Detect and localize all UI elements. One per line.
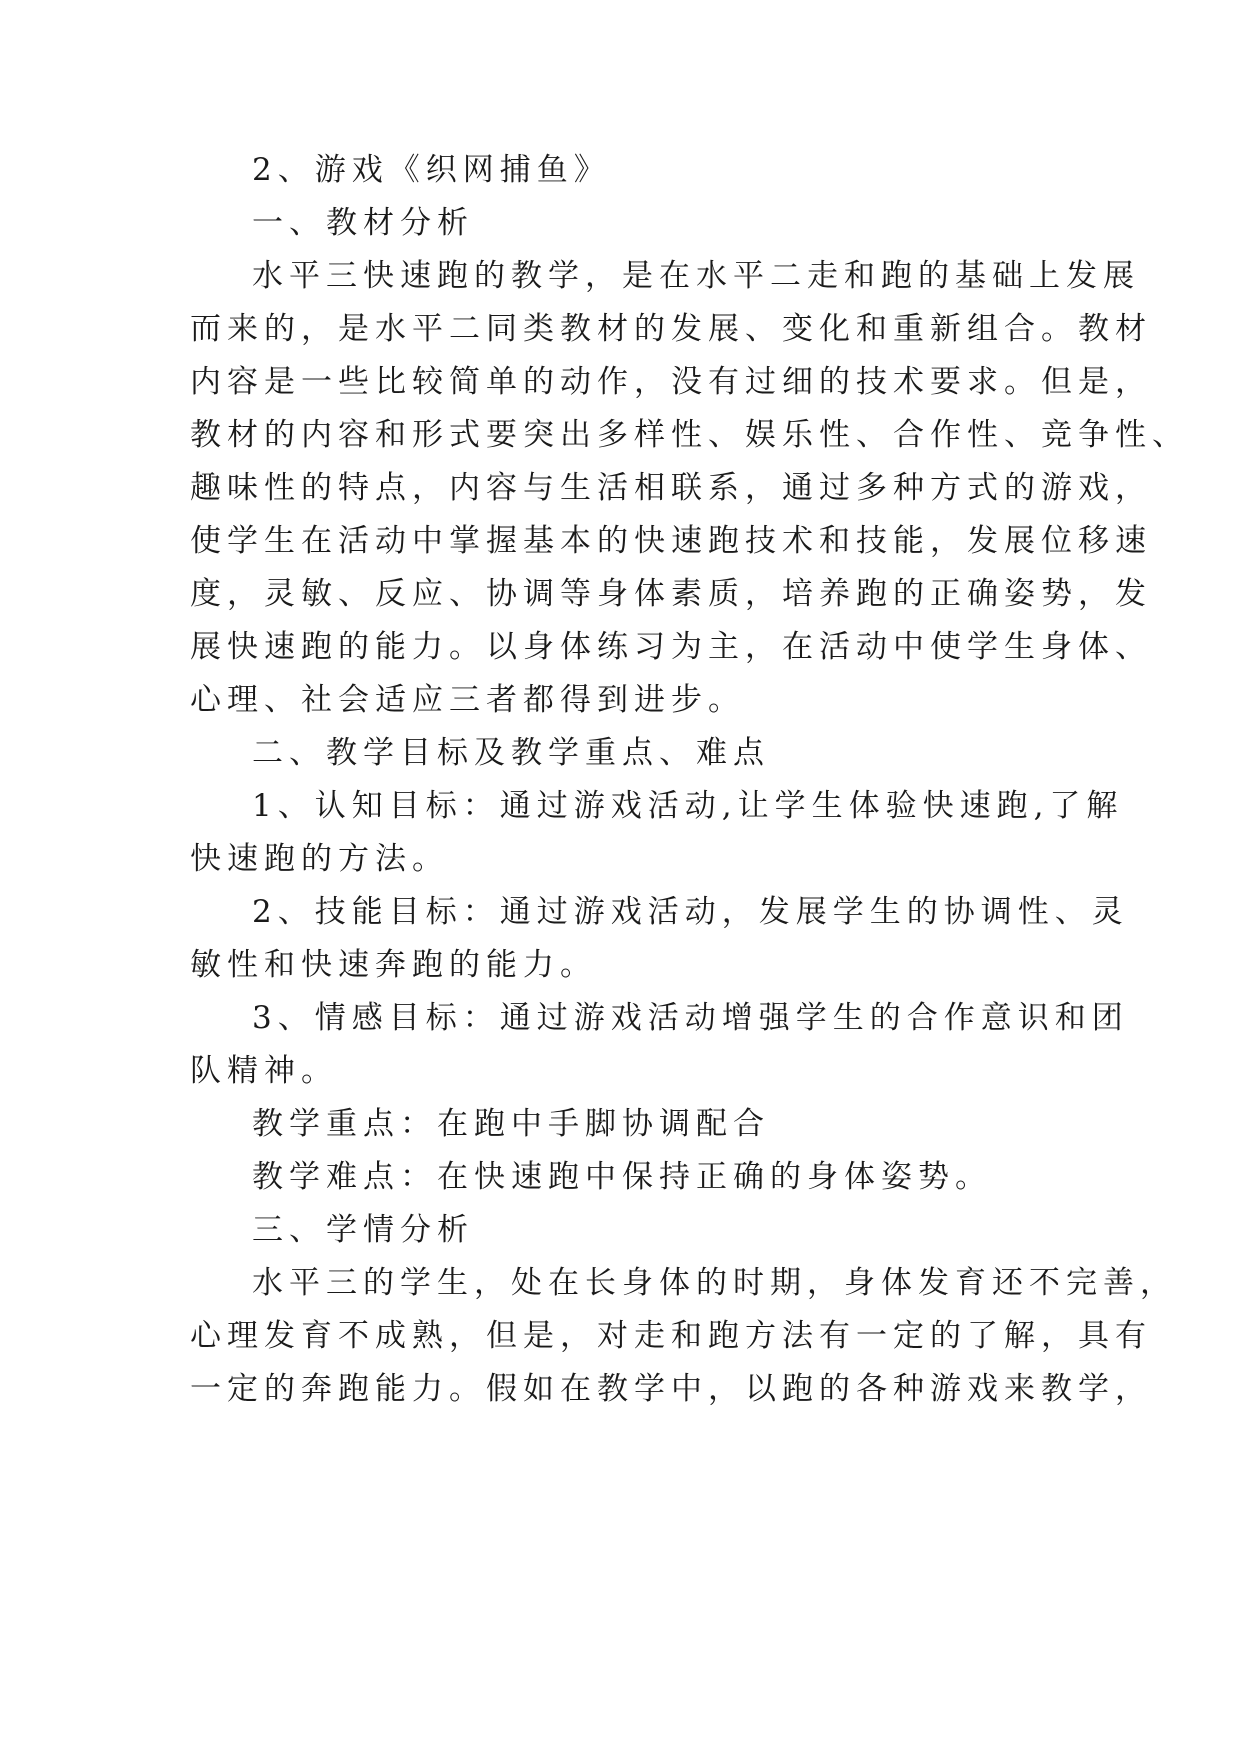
- paragraph-line: 趣味性的特点，内容与生活相联系，通过多种方式的游戏，: [190, 470, 1152, 506]
- game-title: 2、游戏《织网捕鱼》: [252, 152, 611, 188]
- section-heading-teaching-goals: 二、教学目标及教学重点、难点: [252, 735, 770, 771]
- paragraph-line: 心理发育不成熟，但是，对走和跑方法有一定的了解，具有: [190, 1318, 1152, 1354]
- paragraph-line: 3、情感目标：通过游戏活动增强学生的合作意识和团: [252, 1000, 1129, 1036]
- paragraph-line: 快速跑的方法。: [190, 841, 449, 877]
- paragraph-line: 展快速跑的能力。以身体练习为主，在活动中使学生身体、: [190, 629, 1152, 665]
- paragraph-line: 一定的奔跑能力。假如在教学中，以跑的各种游戏来教学，: [190, 1371, 1152, 1407]
- section-heading-textbook-analysis: 一、教材分析: [252, 205, 474, 241]
- teaching-difficulty: 教学难点：在快速跑中保持正确的身体姿势。: [252, 1159, 992, 1195]
- paragraph-line: 教材的内容和形式要突出多样性、娱乐性、合作性、竞争性、: [190, 417, 1189, 453]
- paragraph-line: 敏性和快速奔跑的能力。: [190, 947, 597, 983]
- paragraph-line: 1、认知目标：通过游戏活动,让学生体验快速跑,了解: [252, 788, 1124, 824]
- paragraph-line: 而来的，是水平二同类教材的发展、变化和重新组合。教材: [190, 311, 1152, 347]
- paragraph-line: 队精神。: [190, 1053, 338, 1089]
- paragraph-line: 心理、社会适应三者都得到进步。: [190, 682, 745, 718]
- teaching-focus: 教学重点：在跑中手脚协调配合: [252, 1106, 770, 1142]
- paragraph-line: 2、技能目标：通过游戏活动，发展学生的协调性、灵: [252, 894, 1129, 930]
- section-heading-student-analysis: 三、学情分析: [252, 1212, 474, 1248]
- paragraph-line: 使学生在活动中掌握基本的快速跑技术和技能，发展位移速: [190, 523, 1152, 559]
- paragraph-line: 水平三的学生，处在长身体的时期，身体发育还不完善，: [252, 1265, 1177, 1301]
- paragraph-line: 水平三快速跑的教学，是在水平二走和跑的基础上发展: [252, 258, 1140, 294]
- paragraph-line: 内容是一些比较简单的动作，没有过细的技术要求。但是，: [190, 364, 1152, 400]
- paragraph-line: 度，灵敏、反应、协调等身体素质，培养跑的正确姿势，发: [190, 576, 1152, 612]
